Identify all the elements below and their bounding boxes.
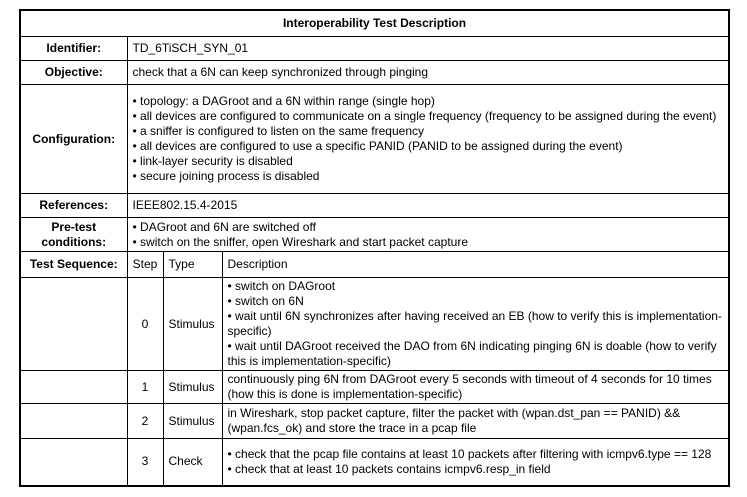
bullet-item: • switch on the sniffer, open Wireshark and start packet capture	[133, 235, 724, 250]
references-label: References:	[20, 194, 127, 218]
bullet-item: • link-layer security is disabled	[133, 154, 724, 169]
table-row-test-sequence-header	[20, 252, 729, 278]
column-header-step: Step	[127, 252, 163, 278]
objective-label: Objective:	[20, 61, 127, 85]
step-1-number: 1	[127, 371, 163, 404]
table-row-step-1	[20, 371, 729, 404]
bullet-item: • wait until 6N synchronizes after having received an EB (how to verify this is implementation-specific)	[228, 309, 724, 339]
bullet-item: • DAGroot and 6N are switched off	[133, 220, 724, 235]
step-1-type: Stimulus	[163, 371, 222, 404]
bullet-item: • check that at least 10 packets contains icmpv6.resp_in field	[228, 462, 724, 477]
step-2-type: Stimulus	[163, 404, 222, 439]
bullet-item: • all devices are configured to use a specific PANID (PANID to be assigned during the event)	[133, 139, 724, 154]
bullet-item: • switch on DAGroot	[228, 279, 724, 294]
table-title: Interoperability Test Description	[20, 10, 729, 37]
identifier-label: Identifier:	[20, 37, 127, 61]
bullet-item: • all devices are configured to communicate on a single frequency (frequency to be assigned during the event)	[133, 109, 724, 124]
step-2-description: in Wireshark, stop packet capture, filter the packet with (wpan.dst_pan == PANID) && (wpan.fcs_ok) and store the trace in a pcap file	[222, 404, 729, 439]
table-row-configuration	[20, 85, 729, 194]
objective-value: check that a 6N can keep synchronized through pinging	[127, 61, 729, 85]
configuration-label: Configuration:	[20, 85, 127, 194]
bullet-item: • secure joining process is disabled	[133, 169, 724, 184]
column-header-description: Description	[222, 252, 729, 278]
step-3-description	[222, 439, 729, 486]
table-row-identifier	[20, 37, 729, 61]
identifier-value: TD_6TiSCH_SYN_01	[127, 37, 729, 61]
table-row-step-0	[20, 278, 729, 371]
bullet-item: • topology: a DAGroot and a 6N within range (single hop)	[133, 94, 724, 109]
step-1-label-spacer	[20, 371, 127, 404]
bullet-item: • check that the pcap file contains at least 10 packets after filtering with icmpv6.type == 128	[228, 447, 724, 462]
step-3-number: 3	[127, 439, 163, 486]
step-3-type: Check	[163, 439, 222, 486]
pretest-conditions-bullet-list	[127, 218, 729, 252]
table-row-step-2	[20, 404, 729, 439]
references-value: IEEE802.15.4-2015	[127, 194, 729, 218]
step-2-number: 2	[127, 404, 163, 439]
step-0-label-spacer	[20, 278, 127, 371]
table-row-pretest-conditions	[20, 218, 729, 252]
bullet-item: • wait until DAGroot received the DAO from 6N indicating pinging 6N is doable (how to verify this is implementation-specific)	[228, 339, 724, 369]
pretest-conditions-label: Pre-test conditions:	[20, 218, 127, 252]
column-header-type: Type	[163, 252, 222, 278]
step-2-label-spacer	[20, 404, 127, 439]
step-1-description: continuously ping 6N from DAGroot every 5 seconds with timeout of 4 seconds for 10 times (how this is done is implementation-specific)	[222, 371, 729, 404]
bullet-item: • switch on 6N	[228, 294, 724, 309]
test-sequence-label: Test Sequence:	[20, 252, 127, 278]
table-row-step-3	[20, 439, 729, 486]
step-3-label-spacer	[20, 439, 127, 486]
step-0-type: Stimulus	[163, 278, 222, 371]
table-row-objective	[20, 61, 729, 85]
table-row-title	[20, 10, 729, 37]
configuration-bullet-list	[127, 85, 729, 194]
interoperability-test-table	[19, 9, 730, 487]
step-0-description	[222, 278, 729, 371]
bullet-item: • a sniffer is configured to listen on the same frequency	[133, 124, 724, 139]
step-0-number: 0	[127, 278, 163, 371]
table-row-references	[20, 194, 729, 218]
